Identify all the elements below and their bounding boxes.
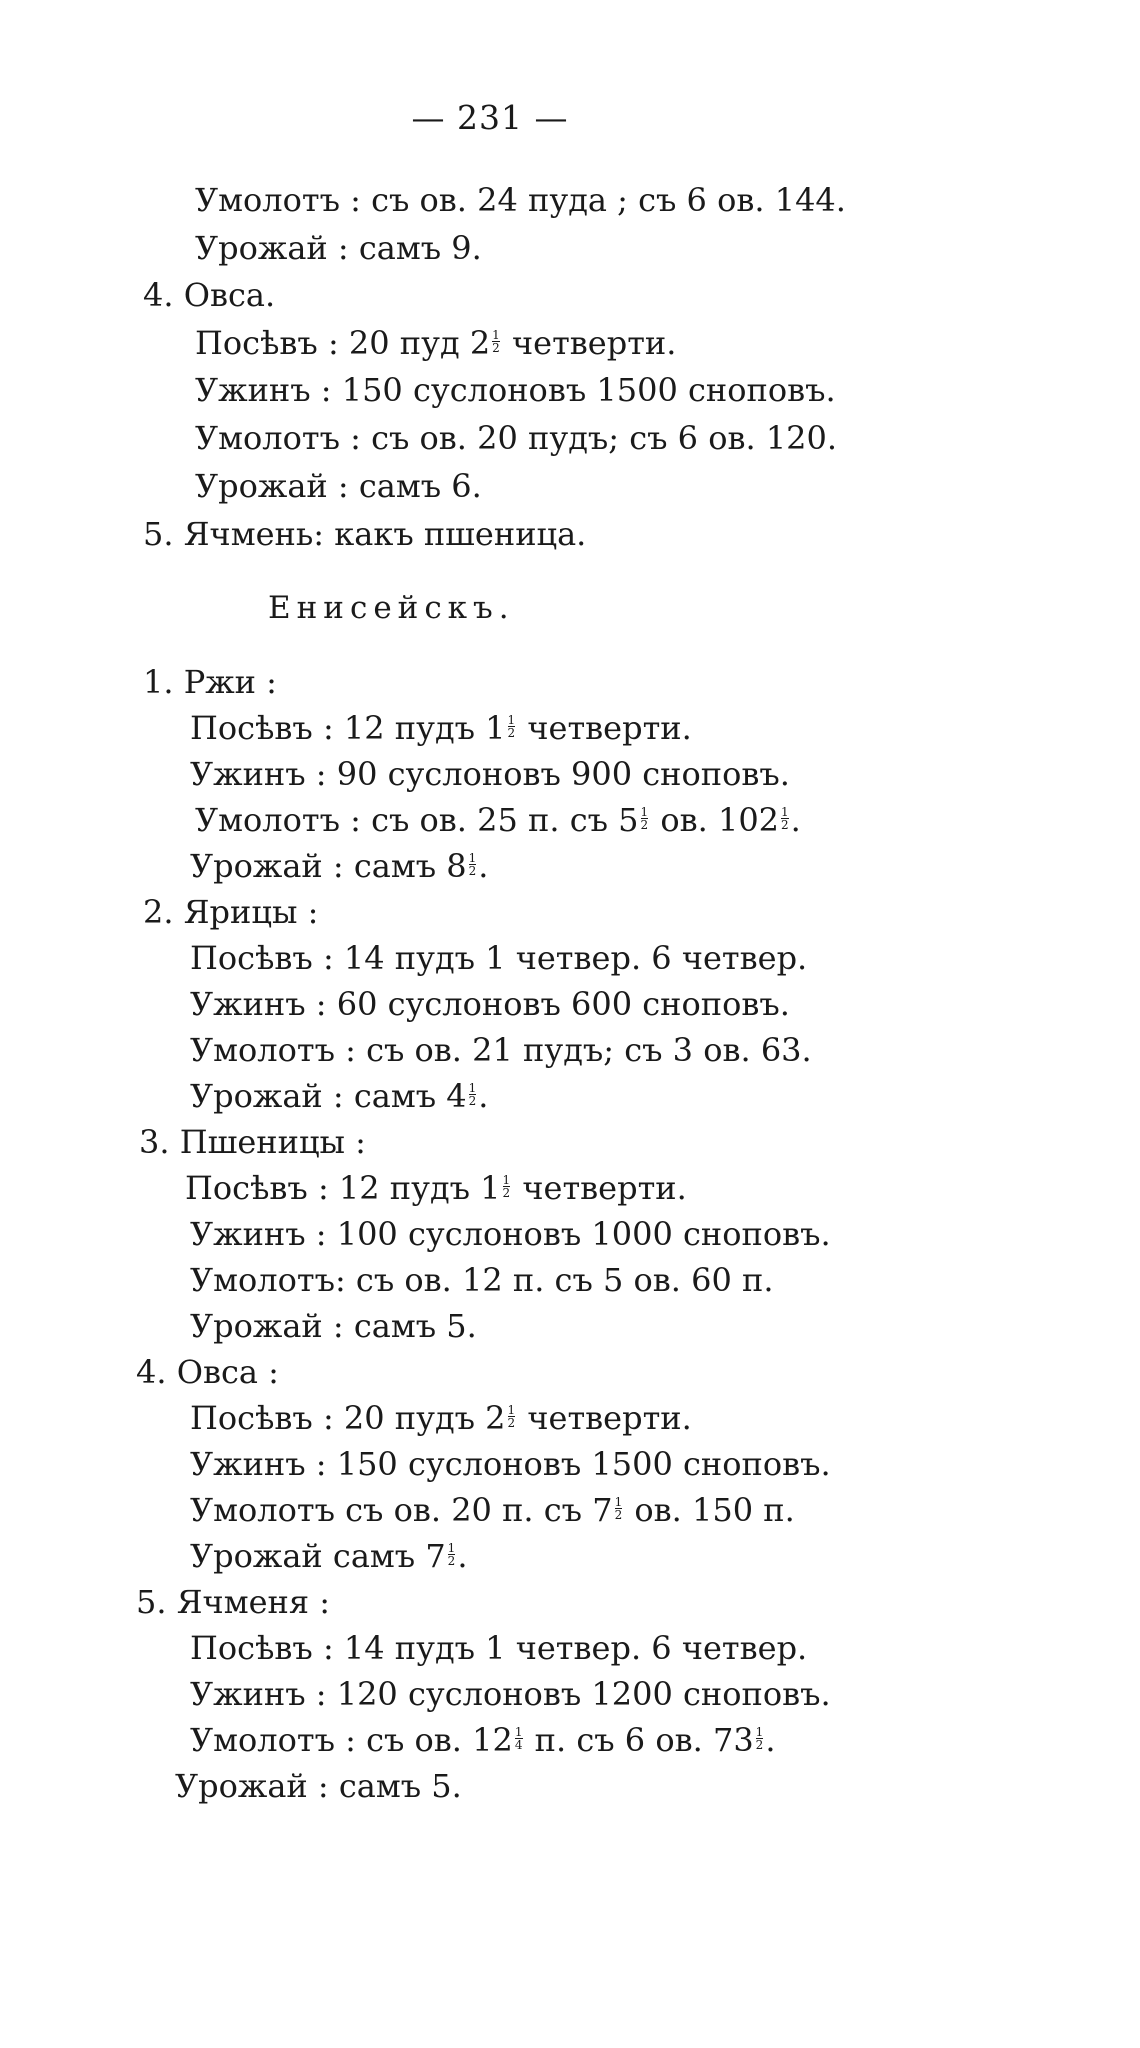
item-heading: 3. Пшеницы : [139,1123,366,1161]
line-text: Умолотъ : съ ов. 21 пудъ; съ 3 ов. 63. [190,1031,812,1069]
line-text-suffix: . [790,801,801,839]
line-text: Урожай : самъ 6. [195,467,482,505]
line-text: Ужинъ : 120 суслоновъ 1200 сноповъ. [190,1675,831,1713]
text-line [190,1214,831,1254]
fraction-whole: 12 [472,1721,513,1759]
text-line [190,1398,692,1438]
line-text: Посѣвъ : 12 пудъ [185,1169,481,1207]
line-text: Урожай : самъ 5. [190,1307,477,1345]
text-line [190,1260,774,1300]
text-line [190,1444,831,1484]
fraction-denominator: 2 [492,341,500,355]
item-heading: 4. Овса : [136,1353,279,1391]
fraction-denominator: 2 [502,1186,511,1200]
line-text: Посѣвъ : 20 пуд [195,324,470,362]
fraction-numerator: 1 [507,1403,516,1417]
text-line [190,1536,467,1576]
line-text: Посѣвъ : 14 пудъ 1 четвер. 6 четвер. [190,939,808,977]
fraction [508,1404,516,1429]
fraction-whole: 5 [618,801,639,839]
fraction-numerator: 1 [447,1541,456,1555]
line-text: Умолотъ : съ ов. 20 пудъ; съ 6 ов. 120. [195,419,838,457]
text-line [190,708,692,748]
fraction-numerator: 1 [492,328,500,342]
fraction-denominator: 2 [640,818,649,832]
fraction-numerator: 1 [507,713,516,727]
fraction-denominator: 2 [507,1416,516,1430]
fraction-whole: 2 [485,1399,506,1437]
fraction-whole: 102 [717,801,780,839]
fraction [503,1174,511,1199]
text-line [195,466,482,506]
line-text: Урожай самъ [190,1537,426,1575]
line-text-suffix: четверти. [501,324,677,362]
fraction-numerator: 1 [781,805,789,819]
fraction-numerator: 1 [468,1081,477,1095]
text-line [190,1076,488,1116]
fraction-numerator: 1 [468,851,477,865]
text-line [195,228,482,268]
line-text: Умолотъ: съ ов. 12 п. съ 5 ов. 60 п. [190,1261,774,1299]
line-text-suffix: . [765,1721,776,1759]
line-text-suffix: четверти. [517,1399,692,1437]
line-text: Умолотъ : съ ов. [190,1721,473,1759]
item-heading: 5. Ячменя : [136,1583,330,1621]
text-line [195,418,837,458]
fraction-numerator: 1 [514,1725,523,1739]
fraction-numerator: 1 [614,1495,623,1509]
text-line [190,938,807,978]
item-heading: 1. Ржи : [143,663,277,701]
text-line [195,180,846,220]
line-text-suffix: четверти. [517,709,692,747]
fraction-denominator: 2 [468,864,477,878]
line-text-suffix: четверти. [512,1169,687,1207]
fraction [508,714,516,739]
line-text: Умолотъ съ ов. 20 п. съ [190,1491,593,1529]
fraction-denominator: 2 [614,1508,623,1522]
text-line [175,1766,462,1806]
fraction [469,852,477,877]
text-line [185,1168,687,1208]
fraction-whole: 7 [592,1491,613,1529]
fraction [448,1542,456,1567]
line-text: Посѣвъ : 14 пудъ 1 четвер. 6 четвер. [190,1629,808,1667]
fraction-numerator: 1 [755,1725,764,1739]
line-text: Урожай : самъ [190,1077,447,1115]
line-text: Ужинъ : 60 суслоновъ 600 сноповъ. [190,985,790,1023]
line-text: Посѣвъ : 12 пудъ [190,709,486,747]
page-number: — 231 — [411,98,569,137]
line-text: Умолотъ : съ ов. 25 п. съ [195,801,619,839]
text-line [190,1720,775,1760]
text-line [190,1306,477,1346]
fraction [615,1496,623,1521]
line-text-suffix: . [478,847,489,885]
fraction-whole: 1 [485,709,506,747]
line-text: Ужинъ : 90 суслоновъ 900 сноповъ. [190,755,790,793]
line-text-suffix: . [457,1537,468,1575]
text-line [190,754,790,794]
item-heading: 5. Ячмень: какъ пшеница. [143,515,587,553]
line-text-suffix: ов. [650,801,718,839]
fraction-whole: 2 [469,324,491,362]
fraction-denominator: 2 [755,1738,764,1752]
text-line [190,1030,812,1070]
fraction [515,1726,523,1751]
item-heading: 2. Ярицы : [143,893,319,931]
line-text: Ужинъ : 150 суслоновъ 1500 сноповъ. [195,371,836,409]
fraction-whole: 73 [712,1721,754,1759]
fraction-numerator: 1 [640,805,649,819]
fraction [492,329,500,354]
fraction-whole: 7 [425,1537,446,1575]
fraction-denominator: 4 [514,1738,523,1752]
line-text: Урожай : самъ 5. [175,1767,462,1805]
text-line [195,800,801,840]
section-heading: Енисейскъ. [268,590,515,626]
line-text-suffix: . [478,1077,489,1115]
line-text: Урожай : самъ 9. [195,229,482,267]
fraction-denominator: 2 [468,1094,477,1108]
line-text-suffix: п. съ 6 ов. [524,1721,713,1759]
text-line [195,323,676,363]
line-text: Ужинъ : 100 суслоновъ 1000 сноповъ. [190,1215,831,1253]
fraction-denominator: 2 [507,726,516,740]
text-line [195,370,836,410]
fraction-whole: 8 [446,847,467,885]
fraction-denominator: 2 [781,818,789,832]
line-text: Урожай : самъ [190,847,447,885]
fraction [469,1082,477,1107]
line-text-suffix: ов. 150 п. [624,1491,795,1529]
line-text: Посѣвъ : 20 пудъ [190,1399,486,1437]
text-line [190,1490,795,1530]
fraction [781,806,789,831]
fraction-whole: 4 [446,1077,467,1115]
fraction-whole: 1 [480,1169,501,1207]
item-heading: 4. Овса. [143,276,276,314]
line-text: Ужинъ : 150 суслоновъ 1500 сноповъ. [190,1445,831,1483]
fraction [756,1726,764,1751]
text-line [190,984,790,1024]
fraction-numerator: 1 [502,1173,511,1187]
text-line [190,846,488,886]
text-line [190,1628,807,1668]
fraction [641,806,649,831]
fraction-denominator: 2 [447,1554,456,1568]
text-line [190,1674,831,1714]
line-text: Умолотъ : съ ов. 24 пуда ; съ 6 ов. 144. [195,181,846,219]
